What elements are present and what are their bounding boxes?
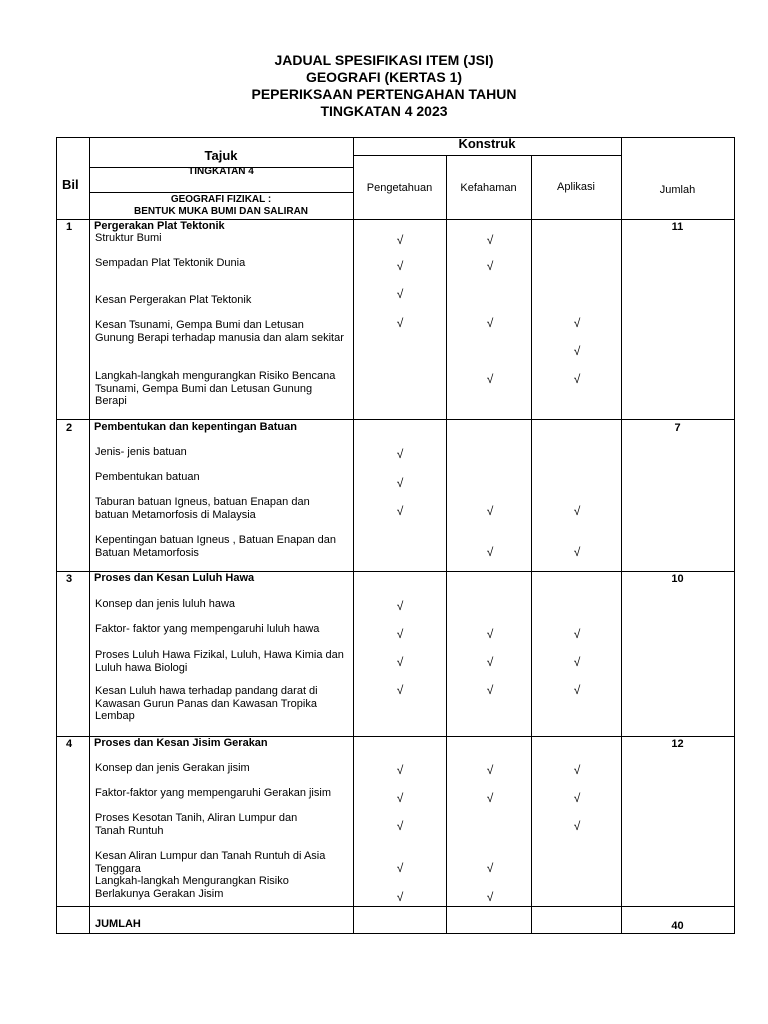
topic-item: Konsep dan jenis luluh hawa (95, 598, 236, 610)
check-mark-icon: √ (396, 259, 404, 273)
topic-item: Kesan Tsunami, Gempa Bumi dan Letusan Gunung Berapi terhadap manusia dan alam sekitar (95, 319, 344, 344)
column-header-kefahaman: Kefahaman (460, 182, 517, 194)
check-mark-icon: √ (396, 233, 404, 247)
check-mark-icon: √ (486, 861, 494, 875)
check-mark-icon: √ (486, 627, 494, 641)
check-mark-icon: √ (396, 791, 404, 805)
check-mark-icon: √ (396, 890, 404, 904)
topic-item: Jenis- jenis batuan (95, 446, 187, 458)
check-mark-icon: √ (396, 819, 404, 833)
check-mark-icon: √ (396, 627, 404, 641)
subheader-tingkatan: TINGKATAN 4 (188, 166, 254, 177)
topic-item: Sempadan Plat Tektonik Dunia (95, 257, 246, 269)
check-mark-icon: √ (573, 819, 581, 833)
section-jumlah: 7 (674, 422, 681, 434)
total-label: JUMLAH (95, 918, 141, 930)
check-mark-icon: √ (573, 763, 581, 777)
column-header-konstruk: Konstruk (458, 136, 516, 151)
topic-item: Konsep dan jenis Gerakan jisim (95, 762, 250, 774)
check-mark-icon: √ (573, 655, 581, 669)
topic-item: Langkah-langkah mengurangkan Risiko Bencana Tsunami, Gempa Bumi dan Letusan Gunung Berapi (95, 370, 336, 407)
check-mark-icon: √ (486, 316, 494, 330)
check-mark-icon: √ (396, 504, 404, 518)
check-mark-icon: √ (486, 372, 494, 386)
check-mark-icon: √ (486, 890, 494, 904)
section-bil: 2 (66, 422, 73, 434)
check-mark-icon: √ (486, 233, 494, 247)
check-mark-icon: √ (396, 861, 404, 875)
column-header-pengetahuan: Pengetahuan (366, 182, 433, 194)
section-bil: 1 (66, 221, 73, 233)
section-jumlah: 10 (671, 573, 684, 585)
doc-title-line-1: JADUAL SPESIFIKASI ITEM (JSI) (274, 52, 494, 68)
doc-title-line-4: TINGKATAN 4 2023 (320, 103, 448, 119)
check-mark-icon: √ (486, 504, 494, 518)
total-value: 40 (671, 920, 684, 932)
topic-item: Struktur Bumi (95, 232, 162, 244)
check-mark-icon: √ (486, 259, 494, 273)
section-bil: 4 (66, 738, 73, 750)
topic-item: Langkah-langkah Mengurangkan Risiko Berlakunya Gerakan Jisim (95, 875, 289, 900)
topic-item: Kesan Luluh hawa terhadap pandang darat di Kawasan Gurun Panas dan Kawasan Tropika Lembap (95, 685, 318, 722)
check-mark-icon: √ (486, 763, 494, 777)
topic-item: Kesan Aliran Lumpur dan Tanah Runtuh di Asia Tenggara (95, 850, 326, 875)
check-mark-icon: √ (573, 372, 581, 386)
section-title: Proses dan Kesan Jisim Gerakan (94, 737, 268, 749)
topic-item: Faktor-faktor yang mempengaruhi Gerakan jisim (95, 787, 331, 799)
column-header-aplikasi: Aplikasi (557, 181, 595, 193)
section-jumlah: 12 (671, 738, 684, 750)
topic-item: Faktor- faktor yang mempengaruhi luluh hawa (95, 623, 320, 635)
check-mark-icon: √ (396, 683, 404, 697)
check-mark-icon: √ (396, 287, 404, 301)
column-header-tajuk: Tajuk (204, 148, 238, 163)
section-title: Pergerakan Plat Tektonik (94, 220, 225, 232)
check-mark-icon: √ (396, 447, 404, 461)
check-mark-icon: √ (396, 599, 404, 613)
subheader-geografi-fizikal: GEOGRAFI FIZIKAL : (170, 194, 272, 205)
section-title: Proses dan Kesan Luluh Hawa (94, 572, 255, 584)
check-mark-icon: √ (486, 655, 494, 669)
check-mark-icon: √ (573, 504, 581, 518)
check-mark-icon: √ (573, 316, 581, 330)
check-mark-icon: √ (573, 545, 581, 559)
doc-title-line-2: GEOGRAFI (KERTAS 1) (305, 69, 463, 85)
section-title: Pembentukan dan kepentingan Batuan (94, 421, 297, 433)
column-header-bil: Bil (62, 177, 79, 192)
check-mark-icon: √ (486, 683, 494, 697)
check-mark-icon: √ (396, 316, 404, 330)
check-mark-icon: √ (396, 476, 404, 490)
subheader-bentuk-muka-bumi: BENTUK MUKA BUMI DAN SALIRAN (133, 206, 309, 217)
doc-title-line-3: PEPERIKSAAN PERTENGAHAN TAHUN (251, 86, 517, 102)
check-mark-icon: √ (573, 791, 581, 805)
check-mark-icon: √ (573, 683, 581, 697)
check-mark-icon: √ (396, 655, 404, 669)
section-bil: 3 (66, 573, 73, 585)
check-mark-icon: √ (486, 545, 494, 559)
topic-item: Pembentukan batuan (95, 471, 200, 483)
check-mark-icon: √ (486, 791, 494, 805)
topic-item: Proses Kesotan Tanih, Aliran Lumpur dan Tanah Runtuh (95, 812, 298, 837)
column-header-jumlah: Jumlah (659, 184, 696, 196)
topic-item: Kesan Pergerakan Plat Tektonik (95, 294, 252, 306)
check-mark-icon: √ (396, 763, 404, 777)
topic-item: Taburan batuan Igneus, batuan Enapan dan batuan Metamorfosis di Malaysia (95, 496, 310, 521)
topic-item: Kepentingan batuan Igneus , Batuan Enapan dan Batuan Metamorfosis (95, 534, 336, 559)
topic-item: Proses Luluh Hawa Fizikal, Luluh, Hawa Kimia dan Luluh hawa Biologi (95, 649, 344, 674)
check-mark-icon: √ (573, 627, 581, 641)
section-jumlah: 11 (671, 221, 684, 233)
check-mark-icon: √ (573, 344, 581, 358)
